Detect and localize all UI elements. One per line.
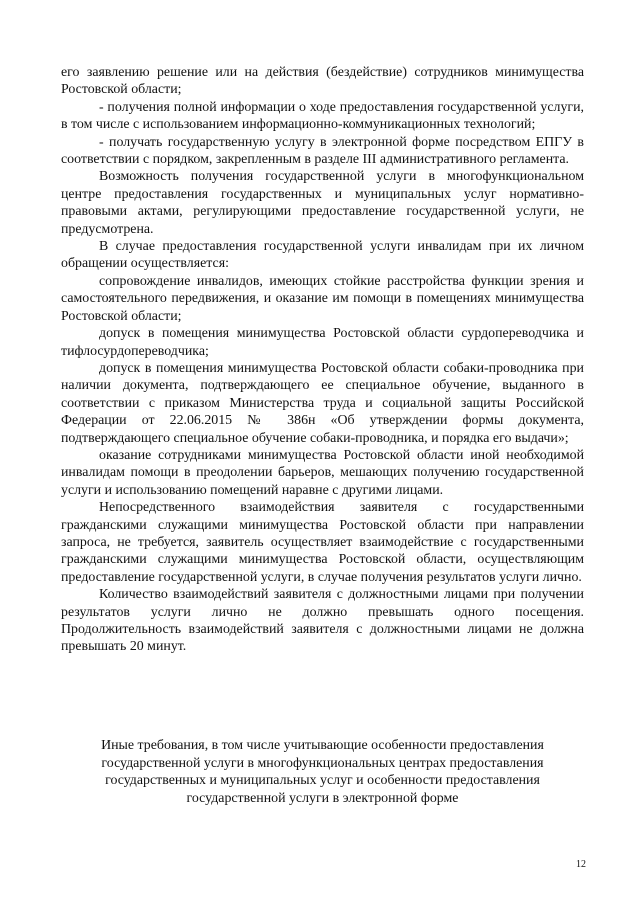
paragraph-guide-dog: допуск в помещения минимущества Ростовской области собаки-проводника при наличии документа, подтверждающего ее специальное обучение, выданного в соответствии с приказом Министерства труда и социальной защиты Российской Федерации от 22.06.2015 № 386н «Об утверждении формы документа, подтверждающего специальное обучение собаки-проводника, и порядка его выдачи»;: [61, 360, 584, 446]
section-heading-line: государственных и муниципальных услуг и особенности предоставления: [105, 773, 540, 789]
paragraph-rights-electronic: - получать государственную услугу в электронной форме посредством ЕПГУ в соответствии с порядком, закрепленным в разделе III административного регламента.: [61, 134, 584, 168]
paragraph-sign-interpreter: допуск в помещения минимущества Ростовской области сурдопереводчика и тифлосурдопереводчика;: [61, 326, 584, 359]
section-heading-line: государственной услуги в электронной форме: [186, 790, 459, 806]
section-heading-line: Иные требования, в том числе учитывающие особенности предоставления: [101, 738, 544, 753]
paragraph-escort: сопровождение инвалидов, имеющих стойкие расстройства функции зрения и самостоятельного передвижения, и оказание им помощи в помещениях минимущества Ростовской области;: [61, 273, 584, 324]
paragraph-rights-information: - получения полной информации о ходе предоставления государственной услуги, в том числе с использованием информационно-коммуникационных технологий;: [61, 99, 584, 133]
section-heading: [61, 737, 584, 807]
body-text: [61, 64, 584, 656]
paragraph-interaction-count: Количество взаимодействий заявителя с должностными лицами при получении результатов услуги лично не должно превышать одного посещения. Продолжительность взаимодействий заявителя с должностными лицами не должна превышать 20 минут.: [61, 587, 584, 655]
page-number: 12: [576, 859, 586, 870]
section-heading-line: государственной услуги в многофункциональных центрах предоставления: [101, 755, 544, 771]
paragraph-direct-interaction: Непосредственного взаимодействия заявителя с государственными гражданскими служащими минимущества Ростовской области при направлении запроса, не требуется, заявитель осуществляет взаимодействие с государственными гражданскими служащими минимущества Ростовской области, осуществляющим предоставление государственной услуги, в случае получения результатов услуги лично.: [61, 500, 584, 585]
paragraph-mfc-availability: Возможность получения государственной услуги в многофункциональном центре предоставления государственных и муниципальных услуг нормативно-правовыми актами, регулирующими предоставление государственной услуги, не предусмотрена.: [61, 169, 584, 237]
paragraph-other-assistance: оказание сотрудниками минимущества Ростовской области иной необходимой инвалидам помощи в преодолении барьеров, мешающих получению государственной услуги и использованию помещений наравне с другими лицами.: [61, 447, 584, 498]
paragraph-continuation: его заявлению решение или на действия (бездействие) сотрудников минимущества Ростовской области;: [61, 65, 584, 98]
paragraph-disabled-intro: В случае предоставления государственной услуги инвалидам при их личном обращении осуществляется:: [61, 239, 584, 272]
